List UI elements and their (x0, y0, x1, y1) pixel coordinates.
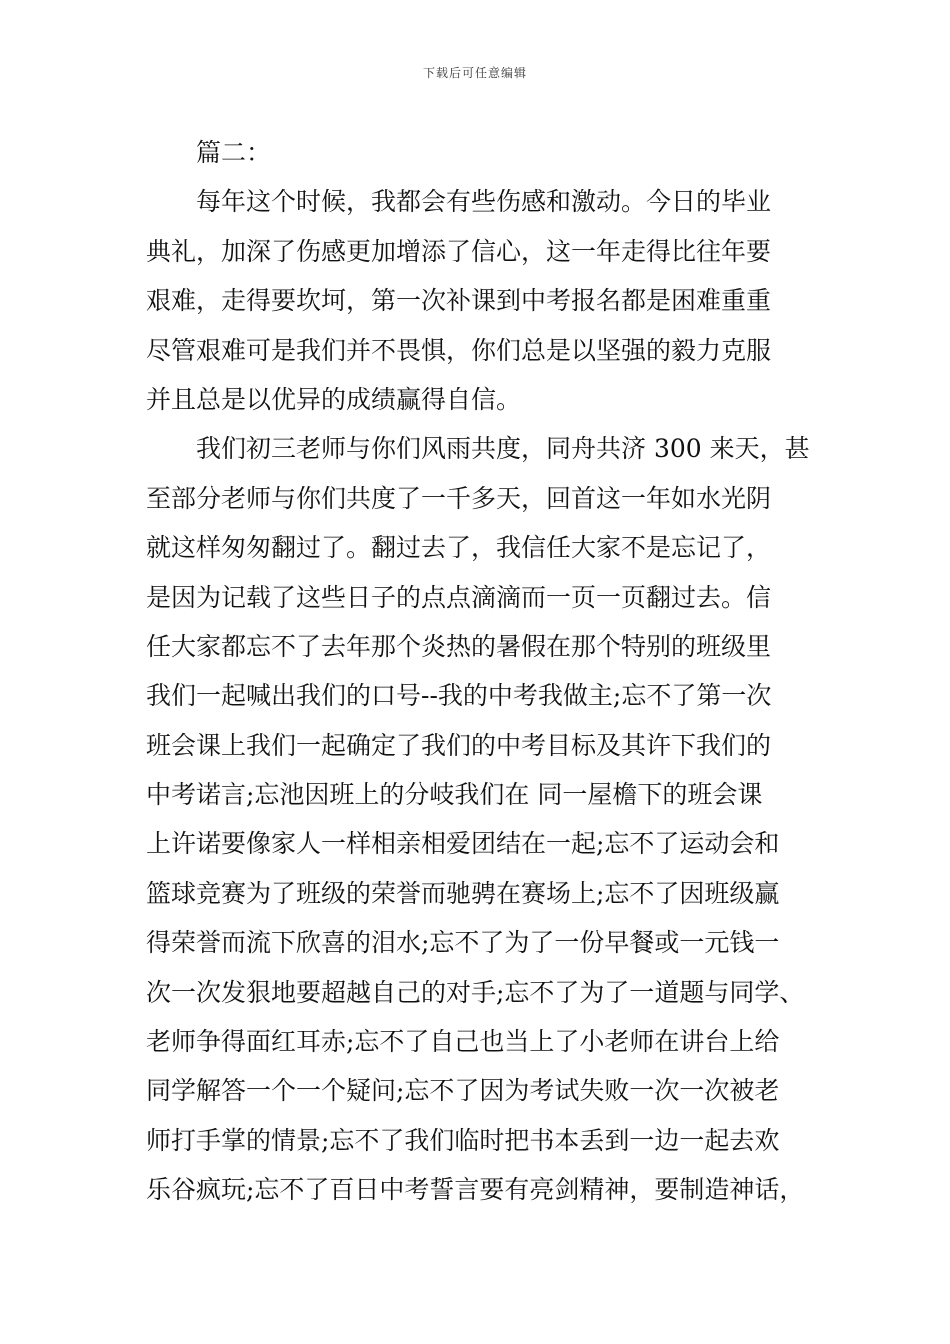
text-line: 并且总是以优异的成绩赢得自信。 (146, 384, 522, 414)
text-line: 上许诺要像家人一样相亲相爱团结在一起;忘不了运动会和 (146, 829, 780, 859)
text-line: 我们初三老师与你们风雨共度，同舟共济 300 来天，甚 (196, 434, 810, 464)
text-line: 班会课上我们一起确定了我们的中考目标及其许下我们的 (146, 730, 772, 760)
text-line: 篇二： (196, 138, 272, 167)
text-line: 就这样匆匆翻过了。翻过去了，我信任大家不是忘记了， (146, 533, 772, 563)
text-line: 次一次发狠地要超越自己的对手;忘不了为了一道题与同学、 (146, 977, 805, 1007)
text-line: 同学解答一个一个疑问;忘不了因为考试失败一次一次被老 (146, 1076, 780, 1106)
text-line: 尽管艰难可是我们并不畏惧，你们总是以坚强的毅力克服 (146, 335, 772, 365)
page-header: 下载后可任意编辑 (422, 66, 527, 80)
text-line: 中考诺言;忘池因班上的分岐我们在 同一屋檐下的班会课 (146, 780, 763, 810)
text-line: 我们一起喊出我们的口号--我的中考我做主;忘不了第一次 (146, 681, 772, 711)
text-line: 至部分老师与你们共度了一千多天，回首这一年如水光阴 (146, 483, 772, 513)
text-line: 艰难，走得要坎坷，第一次补课到中考报名都是困难重重 (146, 286, 772, 316)
text-line: 每年这个时候，我都会有些伤感和激动。今日的毕业 (196, 187, 772, 217)
text-line: 任大家都忘不了去年那个炎热的暑假在那个特别的班级里 (146, 631, 772, 661)
text-line: 得荣誉而流下欣喜的泪水;忘不了为了一份早餐或一元钱一 (146, 928, 780, 958)
text-line: 师打手掌的情景;忘不了我们临时把书本丢到一边一起去欢 (146, 1125, 780, 1155)
document-body (146, 128, 836, 1215)
text-line: 典礼，加深了伤感更加增添了信心，这一年走得比往年要 (146, 236, 772, 266)
text-line: 乐谷疯玩;忘不了百日中考誓言要有亮剑精神，要制造神话， (146, 1175, 805, 1205)
text-line: 篮球竞赛为了班级的荣誉而驰骋在赛场上;忘不了因班级赢 (146, 878, 780, 908)
text-line: 是因为记载了这些日子的点点滴滴而一页一页翻过去。信 (146, 582, 772, 612)
text-line: 老师争得面红耳赤;忘不了自己也当上了小老师在讲台上给 (146, 1027, 780, 1057)
